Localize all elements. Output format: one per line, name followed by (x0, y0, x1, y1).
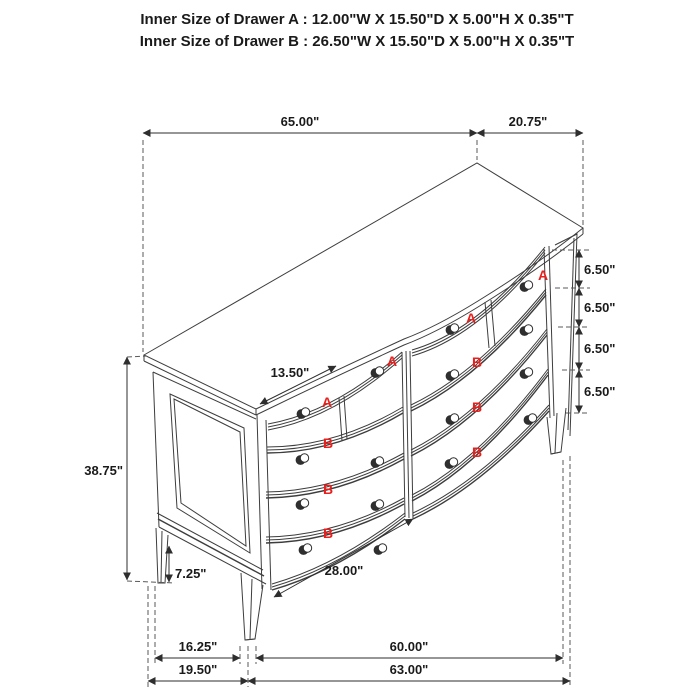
dresser-top (144, 163, 583, 415)
drawer-label: A (537, 267, 549, 283)
center-stile (402, 351, 413, 519)
dim-top-depth: 20.75" (508, 114, 548, 129)
knob (299, 544, 312, 555)
header-line-2: Inner Size of Drawer B : 26.50"W X 15.50"D X 5.00"H X 0.35"T (139, 33, 575, 50)
header-line-1: Inner Size of Drawer A : 12.00"W X 15.50"D X 5.00"H X 0.35"T (140, 11, 574, 28)
left-drawer-bank (266, 352, 405, 590)
drawer-knobs (296, 281, 537, 555)
dim-row-height-1: 6.50" (584, 262, 616, 277)
drawer-label: B (322, 525, 334, 541)
dim-row-height-2: 6.50" (584, 300, 616, 315)
dim-bottom-inner-front: 60.00" (389, 639, 429, 654)
dim-top-width: 65.00" (280, 114, 320, 129)
drawer-label: B (322, 435, 334, 451)
dimension-leg-height (169, 546, 206, 582)
knob (371, 367, 384, 378)
knob (446, 414, 459, 425)
knob (296, 499, 309, 510)
left-side-panel (153, 372, 266, 584)
front-left-stile (257, 415, 271, 590)
drawer-label: B (322, 481, 334, 497)
dim-bottom-outer-front: 63.00" (389, 662, 429, 677)
drawer-label: B (471, 444, 483, 460)
drawer-label: A (386, 353, 398, 369)
knob (296, 454, 309, 465)
drawer-label: A (321, 394, 333, 410)
dim-bottom-outer-side: 19.50" (178, 662, 218, 677)
dim-row-height-3: 6.50" (584, 341, 616, 356)
dim-overall-height: 38.75" (84, 463, 123, 478)
drawer-label: B (471, 399, 483, 415)
dim-bottom-inner-side: 16.25" (178, 639, 218, 654)
knob (374, 544, 387, 555)
drawer-label: A (465, 310, 477, 326)
dim-bank-width: 28.00" (324, 563, 364, 578)
knob (371, 457, 384, 468)
dresser-drawing (144, 163, 583, 640)
drawer-label: B (471, 354, 483, 370)
knob (446, 370, 459, 381)
dim-row-height-4: 6.50" (584, 384, 616, 399)
dimension-drawer-heights (552, 250, 615, 413)
drawer-letter-labels (322, 267, 548, 541)
knob (520, 368, 533, 379)
dimension-top-width (143, 114, 583, 352)
knob (520, 281, 533, 292)
knob (297, 408, 310, 419)
knob (520, 325, 533, 336)
dim-drawer-a-face: 13.50" (270, 365, 310, 380)
dim-leg-height: 7.25" (175, 566, 207, 581)
